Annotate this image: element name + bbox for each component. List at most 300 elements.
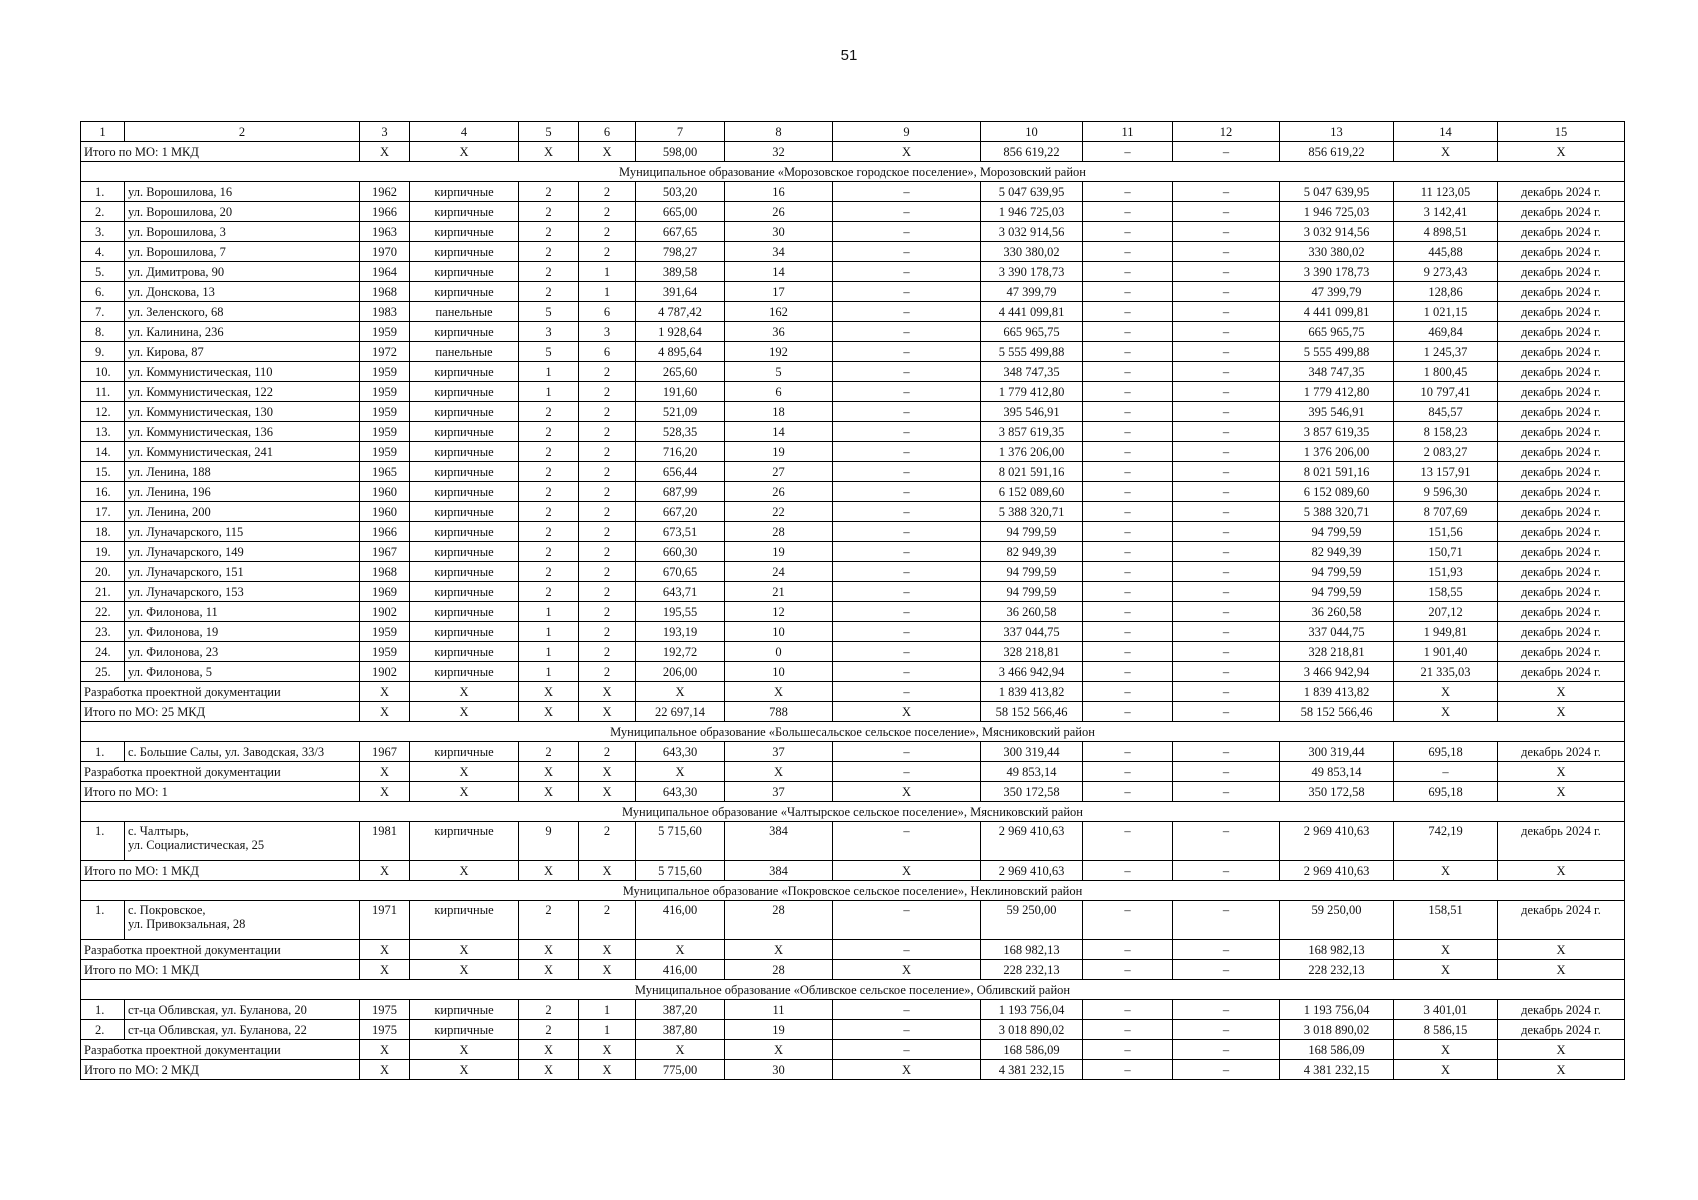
table-cell: 1 779 412,80 xyxy=(1280,382,1394,402)
table-cell: – xyxy=(1083,342,1173,362)
table-cell: – xyxy=(1173,602,1280,622)
table-cell: Х xyxy=(360,861,410,881)
table-cell: Х xyxy=(360,1040,410,1060)
table-cell: – xyxy=(833,502,981,522)
row-number: 15. xyxy=(81,462,125,482)
table-cell: 5 388 320,71 xyxy=(1280,502,1394,522)
row-number: 21. xyxy=(81,582,125,602)
table-cell: – xyxy=(833,1000,981,1020)
table-cell: 5 388 320,71 xyxy=(981,502,1083,522)
table-cell: 30 xyxy=(725,222,833,242)
table-cell: – xyxy=(1083,202,1173,222)
address-cell: ул. Филонова, 5 xyxy=(125,662,360,682)
table-cell: Х xyxy=(410,782,519,802)
table-cell: 3 401,01 xyxy=(1394,1000,1498,1020)
table-cell: 1 xyxy=(519,642,579,662)
table-cell: 3 857 619,35 xyxy=(981,422,1083,442)
table-cell: 1 xyxy=(519,662,579,682)
table-cell: 300 319,44 xyxy=(981,742,1083,762)
table-cell: 3 018 890,02 xyxy=(981,1020,1083,1040)
row-number: 14. xyxy=(81,442,125,462)
table-cell: 1970 xyxy=(360,242,410,262)
table-cell: 2 xyxy=(519,1000,579,1020)
table-cell: 1902 xyxy=(360,662,410,682)
table-cell: Х xyxy=(579,782,636,802)
row-number: 1. xyxy=(81,742,125,762)
table-cell: 3 018 890,02 xyxy=(1280,1020,1394,1040)
table-row xyxy=(81,1000,1625,1020)
table-cell: – xyxy=(833,302,981,322)
row-number: 4. xyxy=(81,242,125,262)
table-cell: Х xyxy=(725,1040,833,1060)
table-cell: 387,20 xyxy=(636,1000,725,1020)
table-cell: 2 xyxy=(579,422,636,442)
table-cell: 1 779 412,80 xyxy=(981,382,1083,402)
table-cell: – xyxy=(833,742,981,762)
table-cell: – xyxy=(833,662,981,682)
table-cell: 387,80 xyxy=(636,1020,725,1040)
table-cell: 1965 xyxy=(360,462,410,482)
table-cell: декабрь 2024 г. xyxy=(1498,582,1625,602)
table-cell: 2 xyxy=(579,602,636,622)
table-cell: 1 193 756,04 xyxy=(1280,1000,1394,1020)
table-cell: 59 250,00 xyxy=(1280,901,1394,940)
table-cell: 1975 xyxy=(360,1000,410,1020)
table-cell: – xyxy=(1173,642,1280,662)
table-cell: – xyxy=(1173,442,1280,462)
table-cell: 384 xyxy=(725,861,833,881)
table-cell: 798,27 xyxy=(636,242,725,262)
table-cell: 3 032 914,56 xyxy=(1280,222,1394,242)
total-row xyxy=(81,1060,1625,1080)
table-cell: 37 xyxy=(725,782,833,802)
table-cell: 1959 xyxy=(360,442,410,462)
table-cell: 2 xyxy=(579,822,636,861)
table-cell: 667,65 xyxy=(636,222,725,242)
table-cell: 2 969 410,63 xyxy=(1280,822,1394,861)
table-cell: 1967 xyxy=(360,742,410,762)
column-header: 7 xyxy=(636,122,725,142)
table-cell: 391,64 xyxy=(636,282,725,302)
table-cell: кирпичные xyxy=(410,442,519,462)
table-cell: 445,88 xyxy=(1394,242,1498,262)
row-number: 25. xyxy=(81,662,125,682)
table-cell: Х xyxy=(579,861,636,881)
table-cell: 1 xyxy=(579,262,636,282)
table-row xyxy=(81,282,1625,302)
table-row xyxy=(81,662,1625,682)
section-title: Муниципальное образование «Покровское сельское поселение», Неклиновский район xyxy=(81,881,1625,901)
table-cell: 6 xyxy=(725,382,833,402)
table-cell: – xyxy=(833,342,981,362)
column-header: 8 xyxy=(725,122,833,142)
column-header: 3 xyxy=(360,122,410,142)
row-number: 1. xyxy=(81,822,125,861)
address-cell: ул. Донскова, 13 xyxy=(125,282,360,302)
table-cell: 330 380,02 xyxy=(981,242,1083,262)
table-cell: 503,20 xyxy=(636,182,725,202)
table-cell: 1 xyxy=(519,602,579,622)
table-cell: Х xyxy=(519,940,579,960)
table-cell: 5 xyxy=(519,342,579,362)
table-cell: 168 982,13 xyxy=(981,940,1083,960)
table-cell: Х xyxy=(1498,861,1625,881)
address-cell: ул. Луначарского, 153 xyxy=(125,582,360,602)
address-cell: ул. Димитрова, 90 xyxy=(125,262,360,282)
table-cell: Х xyxy=(410,861,519,881)
table-cell: 1902 xyxy=(360,602,410,622)
total-label: Итого по МО: 1 МКД xyxy=(81,142,360,162)
table-cell: панельные xyxy=(410,342,519,362)
table-cell: 49 853,14 xyxy=(981,762,1083,782)
table-cell: 1983 xyxy=(360,302,410,322)
table-cell: – xyxy=(1173,1000,1280,1020)
table-cell: – xyxy=(1173,742,1280,762)
table-cell: Х xyxy=(1498,1040,1625,1060)
table-cell: 6 152 089,60 xyxy=(1280,482,1394,502)
table-cell: 1967 xyxy=(360,542,410,562)
table-cell: – xyxy=(1173,422,1280,442)
table-cell: 3 466 942,94 xyxy=(981,662,1083,682)
table-cell: кирпичные xyxy=(410,482,519,502)
table-cell: – xyxy=(833,901,981,940)
table-cell: – xyxy=(1083,822,1173,861)
table-cell: – xyxy=(1173,762,1280,782)
table-cell: 8 158,23 xyxy=(1394,422,1498,442)
row-number: 5. xyxy=(81,262,125,282)
table-cell: – xyxy=(833,322,981,342)
table-cell: Х xyxy=(833,960,981,980)
table-cell: 4 895,64 xyxy=(636,342,725,362)
table-cell: 2 xyxy=(579,622,636,642)
table-cell: 1 xyxy=(519,382,579,402)
table-cell: 3 390 178,73 xyxy=(1280,262,1394,282)
table-cell: Х xyxy=(410,142,519,162)
table-cell: 1 376 206,00 xyxy=(1280,442,1394,462)
table-cell: Х xyxy=(1498,702,1625,722)
table-cell: 94 799,59 xyxy=(981,582,1083,602)
table-cell: Х xyxy=(833,142,981,162)
column-header: 15 xyxy=(1498,122,1625,142)
table-cell: декабрь 2024 г. xyxy=(1498,482,1625,502)
table-cell: 2 xyxy=(519,222,579,242)
table-cell: – xyxy=(833,562,981,582)
table-cell: декабрь 2024 г. xyxy=(1498,742,1625,762)
table-cell: – xyxy=(1173,282,1280,302)
table-cell: 643,30 xyxy=(636,742,725,762)
table-cell: 395 546,91 xyxy=(981,402,1083,422)
address-cell: ул. Филонова, 23 xyxy=(125,642,360,662)
table-cell: – xyxy=(833,262,981,282)
table-cell: Х xyxy=(636,940,725,960)
table-cell: кирпичные xyxy=(410,382,519,402)
table-cell: 1975 xyxy=(360,1020,410,1040)
table-cell: Х xyxy=(579,940,636,960)
section-row xyxy=(81,802,1625,822)
table-cell: кирпичные xyxy=(410,502,519,522)
table-cell: – xyxy=(833,762,981,782)
table-cell: 395 546,91 xyxy=(1280,402,1394,422)
table-cell: 8 021 591,16 xyxy=(1280,462,1394,482)
table-cell: 36 260,58 xyxy=(981,602,1083,622)
column-header: 13 xyxy=(1280,122,1394,142)
table-cell: – xyxy=(1083,502,1173,522)
address-cell: с. Большие Салы, ул. Заводская, 33/3 xyxy=(125,742,360,762)
table-cell: Х xyxy=(579,1060,636,1080)
table-cell: 2 xyxy=(579,522,636,542)
table-cell: – xyxy=(1173,622,1280,642)
section-title: Муниципальное образование «Большесальское сельское поселение», Мясниковский район xyxy=(81,722,1625,742)
address-cell: ст-ца Обливская, ул. Буланова, 20 xyxy=(125,1000,360,1020)
table-cell: 1964 xyxy=(360,262,410,282)
table-cell: 158,51 xyxy=(1394,901,1498,940)
table-cell: 1959 xyxy=(360,622,410,642)
row-number: 22. xyxy=(81,602,125,622)
address-cell: ул. Ворошилова, 16 xyxy=(125,182,360,202)
table-cell: 416,00 xyxy=(636,901,725,940)
header-row xyxy=(81,122,1625,142)
table-cell: – xyxy=(1083,762,1173,782)
table-cell: 14 xyxy=(725,262,833,282)
table-cell: 26 xyxy=(725,202,833,222)
table-cell: 10 797,41 xyxy=(1394,382,1498,402)
table-cell: – xyxy=(1173,901,1280,940)
table-cell: 6 xyxy=(579,302,636,322)
address-cell: ул. Зеленского, 68 xyxy=(125,302,360,322)
table-cell: кирпичные xyxy=(410,182,519,202)
table-cell: – xyxy=(833,222,981,242)
table-cell: – xyxy=(833,1040,981,1060)
table-cell: Х xyxy=(1498,682,1625,702)
table-cell: – xyxy=(1173,782,1280,802)
table-cell: 1 949,81 xyxy=(1394,622,1498,642)
table-cell: – xyxy=(833,382,981,402)
table-cell: 2 xyxy=(579,182,636,202)
table-cell: – xyxy=(1083,1060,1173,1080)
table-cell: – xyxy=(1083,642,1173,662)
table-cell: 1963 xyxy=(360,222,410,242)
table-cell: 416,00 xyxy=(636,960,725,980)
table-cell: – xyxy=(1083,462,1173,482)
address-cell: ул. Ворошилова, 7 xyxy=(125,242,360,262)
table-cell: 2 xyxy=(579,382,636,402)
total-row xyxy=(81,762,1625,782)
table-cell: 9 596,30 xyxy=(1394,482,1498,502)
table-cell: 2 xyxy=(519,442,579,462)
table-cell: 59 250,00 xyxy=(981,901,1083,940)
column-header: 5 xyxy=(519,122,579,142)
table-cell: Х xyxy=(360,960,410,980)
table-cell: кирпичные xyxy=(410,402,519,422)
table-cell: 1966 xyxy=(360,522,410,542)
address-line: ул. Привокзальная, 28 xyxy=(128,917,246,931)
table-cell: 1 839 413,82 xyxy=(981,682,1083,702)
table-cell: Х xyxy=(519,1060,579,1080)
table-cell: 687,99 xyxy=(636,482,725,502)
table-cell: – xyxy=(1083,562,1173,582)
section-row xyxy=(81,980,1625,1000)
table-cell: декабрь 2024 г. xyxy=(1498,242,1625,262)
table-cell: – xyxy=(1173,242,1280,262)
table-cell: 742,19 xyxy=(1394,822,1498,861)
table-cell: 6 152 089,60 xyxy=(981,482,1083,502)
table-row xyxy=(81,502,1625,522)
column-header: 6 xyxy=(579,122,636,142)
total-label: Итого по МО: 2 МКД xyxy=(81,1060,360,1080)
table-cell: 3 xyxy=(579,322,636,342)
table-cell: 2 xyxy=(519,582,579,602)
table-cell: – xyxy=(1083,940,1173,960)
table-cell: Х xyxy=(519,1040,579,1060)
table-cell: 2 xyxy=(519,502,579,522)
table-cell: 21 xyxy=(725,582,833,602)
table-cell: – xyxy=(1083,662,1173,682)
table-cell: 2 xyxy=(519,562,579,582)
table-cell: Х xyxy=(579,762,636,782)
table-cell: декабрь 2024 г. xyxy=(1498,542,1625,562)
table-cell: 665 965,75 xyxy=(981,322,1083,342)
table-cell: 191,60 xyxy=(636,382,725,402)
table-cell: 2 xyxy=(519,482,579,502)
row-number: 1. xyxy=(81,182,125,202)
table-cell: 9 xyxy=(519,822,579,861)
table-cell: 32 xyxy=(725,142,833,162)
table-cell: Х xyxy=(833,782,981,802)
table-cell: 2 xyxy=(519,742,579,762)
table-cell: 1 928,64 xyxy=(636,322,725,342)
table-cell: – xyxy=(1173,682,1280,702)
table-cell: Х xyxy=(410,702,519,722)
table-cell: 8 707,69 xyxy=(1394,502,1498,522)
table-cell: Х xyxy=(360,1060,410,1080)
column-header: 12 xyxy=(1173,122,1280,142)
table-cell: – xyxy=(1083,182,1173,202)
table-cell: 1960 xyxy=(360,482,410,502)
table-cell: 168 586,09 xyxy=(1280,1040,1394,1060)
table-cell: Х xyxy=(410,1040,519,1060)
table-cell: 6 xyxy=(579,342,636,362)
row-number: 2. xyxy=(81,202,125,222)
table-row xyxy=(81,402,1625,422)
table-cell: 82 949,39 xyxy=(981,542,1083,562)
table-cell: – xyxy=(1173,822,1280,861)
table-cell: – xyxy=(1083,901,1173,940)
total-row xyxy=(81,782,1625,802)
table-cell: декабрь 2024 г. xyxy=(1498,622,1625,642)
table-cell: 2 xyxy=(579,582,636,602)
table-cell: 2 xyxy=(579,901,636,940)
table-cell: 2 xyxy=(579,362,636,382)
table-cell: 28 xyxy=(725,901,833,940)
total-row xyxy=(81,861,1625,881)
table-cell: 2 xyxy=(579,662,636,682)
table-row xyxy=(81,242,1625,262)
table-cell: 150,71 xyxy=(1394,542,1498,562)
row-number: 6. xyxy=(81,282,125,302)
table-cell: кирпичные xyxy=(410,901,519,940)
address-line: с. Покровское, xyxy=(128,903,206,917)
table-row xyxy=(81,362,1625,382)
table-cell: Х xyxy=(519,861,579,881)
total-row xyxy=(81,1040,1625,1060)
address-cell: ул. Калинина, 236 xyxy=(125,322,360,342)
table-cell: 2 xyxy=(579,742,636,762)
table-cell: 4 441 099,81 xyxy=(981,302,1083,322)
row-number: 16. xyxy=(81,482,125,502)
table-row xyxy=(81,422,1625,442)
table-body xyxy=(81,122,1625,1080)
table-cell: 1 245,37 xyxy=(1394,342,1498,362)
address-cell: ст-ца Обливская, ул. Буланова, 22 xyxy=(125,1020,360,1040)
table-cell: 4 441 099,81 xyxy=(1280,302,1394,322)
table-cell: – xyxy=(1083,222,1173,242)
table-cell: 1 xyxy=(579,1000,636,1020)
table-cell: 384 xyxy=(725,822,833,861)
table-cell: – xyxy=(1083,442,1173,462)
table-cell: 1 839 413,82 xyxy=(1280,682,1394,702)
table-cell: 2 xyxy=(519,522,579,542)
table-cell: Х xyxy=(410,940,519,960)
table-cell: 14 xyxy=(725,422,833,442)
table-cell: 667,20 xyxy=(636,502,725,522)
table-cell: кирпичные xyxy=(410,742,519,762)
table-cell: 2 xyxy=(519,262,579,282)
address-cell: ул. Коммунистическая, 122 xyxy=(125,382,360,402)
table-row xyxy=(81,1020,1625,1040)
table-row xyxy=(81,462,1625,482)
table-cell: 3 032 914,56 xyxy=(981,222,1083,242)
section-title: Муниципальное образование «Обливское сельское поселение», Обливский район xyxy=(81,980,1625,1000)
table-cell: 12 xyxy=(725,602,833,622)
table-cell: 1969 xyxy=(360,582,410,602)
table-cell: Х xyxy=(1498,762,1625,782)
table-row xyxy=(81,602,1625,622)
table-cell: 47 399,79 xyxy=(1280,282,1394,302)
table-cell: 2 xyxy=(579,202,636,222)
table-cell: Х xyxy=(1498,940,1625,960)
row-number: 24. xyxy=(81,642,125,662)
table-cell: – xyxy=(1173,522,1280,542)
column-header: 2 xyxy=(125,122,360,142)
table-cell: 195,55 xyxy=(636,602,725,622)
table-row xyxy=(81,442,1625,462)
table-cell: 58 152 566,46 xyxy=(981,702,1083,722)
table-cell: 2 xyxy=(579,462,636,482)
total-label: Итого по МО: 1 МКД xyxy=(81,960,360,980)
table-row xyxy=(81,742,1625,762)
table-cell: 19 xyxy=(725,1020,833,1040)
table-cell: 856 619,22 xyxy=(1280,142,1394,162)
table-cell: – xyxy=(1173,1060,1280,1080)
table-row xyxy=(81,322,1625,342)
table-cell: 670,65 xyxy=(636,562,725,582)
table-cell: кирпичные xyxy=(410,582,519,602)
table-cell: 24 xyxy=(725,562,833,582)
table-cell: 2 083,27 xyxy=(1394,442,1498,462)
table-cell: – xyxy=(1173,382,1280,402)
table-cell: декабрь 2024 г. xyxy=(1498,202,1625,222)
table-cell: 1959 xyxy=(360,642,410,662)
row-number: 9. xyxy=(81,342,125,362)
table-cell: Х xyxy=(1498,142,1625,162)
table-cell: 22 xyxy=(725,502,833,522)
table-cell: 2 xyxy=(579,222,636,242)
table-cell: 2 xyxy=(519,242,579,262)
table-cell: 328 218,81 xyxy=(1280,642,1394,662)
table-cell: 49 853,14 xyxy=(1280,762,1394,782)
table-cell: 3 xyxy=(519,322,579,342)
table-cell: Х xyxy=(410,682,519,702)
